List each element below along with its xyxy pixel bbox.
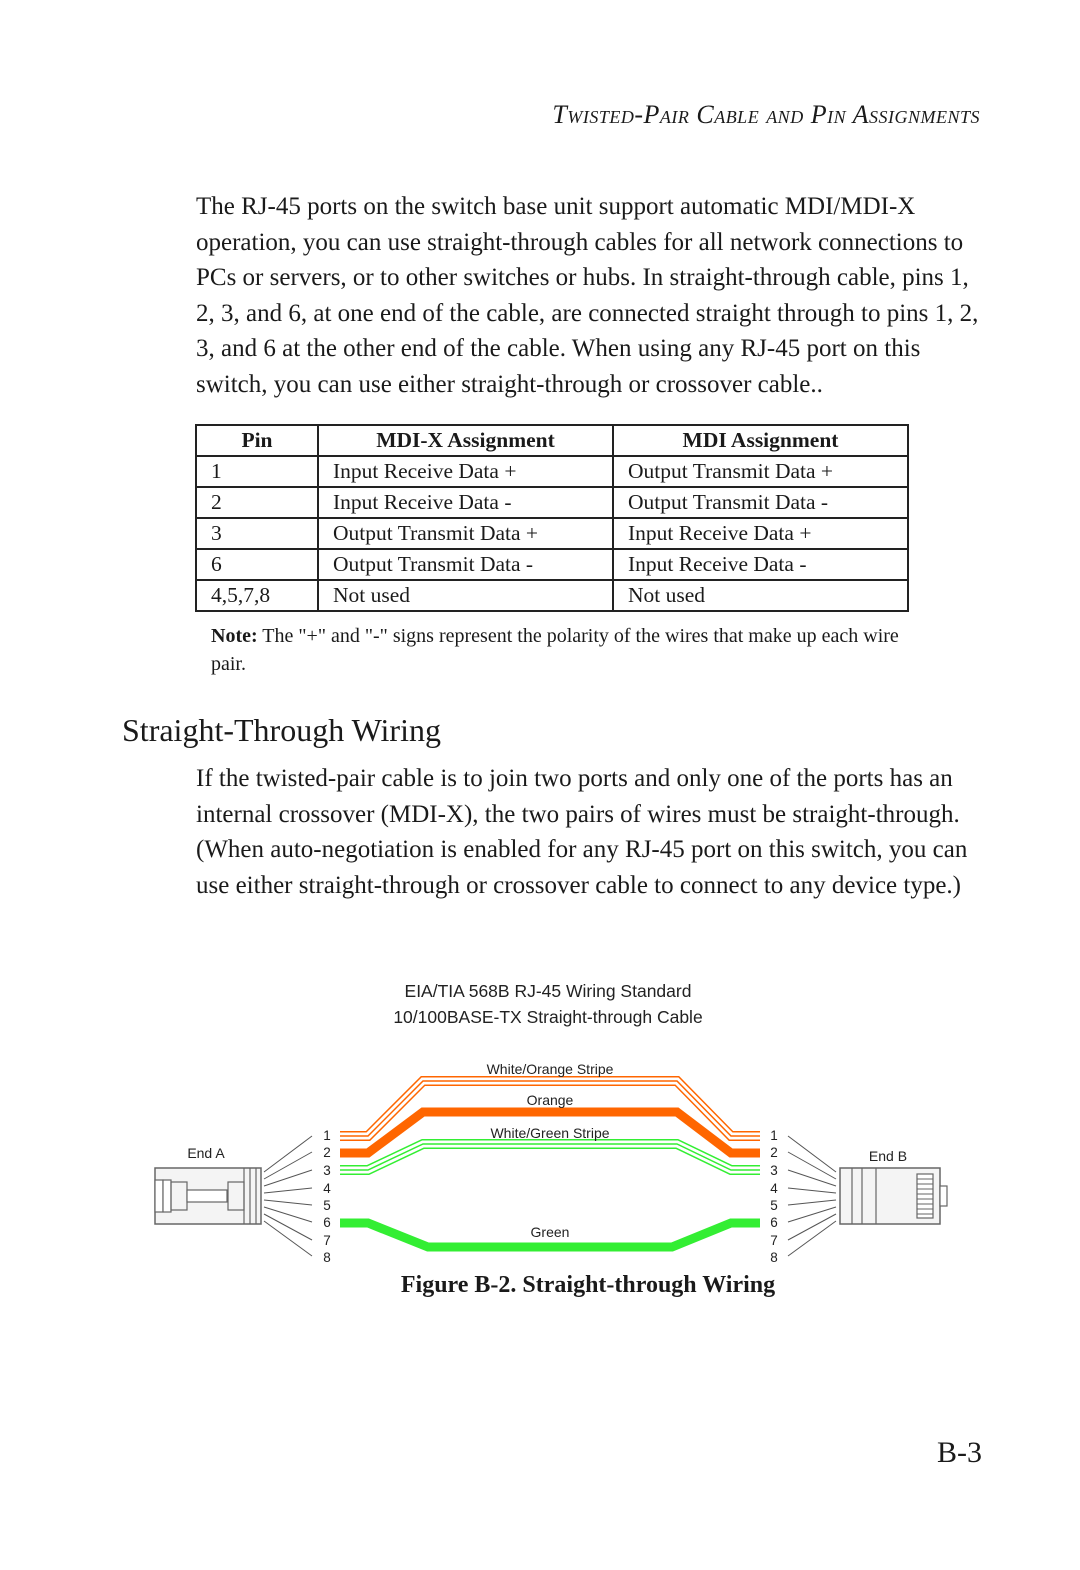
end-a-label: End A xyxy=(187,1145,225,1161)
end-b-connector xyxy=(840,1168,947,1224)
figure-title-line1: EIA/TIA 568B RJ-45 Wiring Standard xyxy=(404,981,692,1001)
section-paragraph: If the twisted-pair cable is to join two ports and only one of the ports has an internal crossover (MDI-X), the two pairs of wires must be straight-through. (When auto-negotiation is enabled for any RJ-45 port on this switch, you can use either straight-through or crossover cable to connect to any device type.) xyxy=(196,765,968,899)
table-row xyxy=(196,487,908,518)
mdix-cell: Output Transmit Data + xyxy=(318,518,613,549)
pin-number: 8 xyxy=(323,1250,331,1265)
wire-label-orange: Orange xyxy=(526,1092,574,1108)
mdi-cell: Input Receive Data + xyxy=(613,518,908,549)
pin-number: 5 xyxy=(323,1198,331,1213)
mdi-cell: Output Transmit Data + xyxy=(613,456,908,487)
table-note xyxy=(211,622,911,678)
mdix-cell: Output Transmit Data - xyxy=(318,549,613,580)
column-header: MDI-X Assignment xyxy=(318,425,613,456)
intro-paragraph: The RJ-45 ports on the switch base unit support automatic MDI/MDI-X operation, you can use straight-through cables for all network connections to PCs or servers, or to other switches or hubs. In straight-through cable, pins 1, 2, 3, and 6, at one end of the cable, are connected straight through to pins 1, 2, 3, and 6 at the other end of the cable. When using any RJ-45 port on this switch, you can use either straight-through or crossover cable.. xyxy=(196,193,979,398)
pin-number: 4 xyxy=(770,1181,778,1196)
figure-title-line2: 10/100BASE-TX Straight-through Cable xyxy=(393,1007,703,1027)
mdi-cell: Input Receive Data - xyxy=(613,549,908,580)
mdix-cell: Input Receive Data - xyxy=(318,487,613,518)
column-header: MDI Assignment xyxy=(613,425,908,456)
pin-number: 6 xyxy=(770,1215,778,1230)
pin-number: 4 xyxy=(323,1181,331,1196)
column-header: Pin xyxy=(196,425,318,456)
pin-assignment-table xyxy=(195,424,909,612)
running-header: Twisted-Pair Cable and Pin Assignments xyxy=(552,100,980,129)
table-row xyxy=(196,518,908,549)
mdix-cell: Not used xyxy=(318,580,613,611)
pin-cell: 4,5,7,8 xyxy=(196,580,318,611)
end-b-fan-lines xyxy=(788,1136,836,1256)
note-label: Note: xyxy=(211,625,258,647)
pin-number: 6 xyxy=(323,1215,331,1230)
end-a-connector xyxy=(155,1168,261,1224)
mdi-cell: Not used xyxy=(613,580,908,611)
section-title: Straight-Through Wiring xyxy=(122,712,441,748)
pin-cell: 3 xyxy=(196,518,318,549)
pin-number: 8 xyxy=(770,1250,778,1265)
pin-number: 3 xyxy=(323,1163,331,1178)
pin-cell: 1 xyxy=(196,456,318,487)
wire-label-white-orange: White/Orange Stripe xyxy=(486,1061,614,1077)
wire-label-white-green: White/Green Stripe xyxy=(490,1125,610,1141)
pin-number: 7 xyxy=(770,1233,778,1248)
table-row xyxy=(196,580,908,611)
pin-cell: 2 xyxy=(196,487,318,518)
wire-label-green: Green xyxy=(530,1224,570,1240)
mdix-cell: Input Receive Data + xyxy=(318,456,613,487)
figure-caption: Figure B-2. Straight-through Wiring xyxy=(400,1272,776,1298)
note-text: The "+" and "-" signs represent the polarity of the wires that make up each wire pair. xyxy=(211,625,899,675)
pin-cell: 6 xyxy=(196,549,318,580)
mdi-cell: Output Transmit Data - xyxy=(613,487,908,518)
page-number: B-3 xyxy=(937,1436,982,1469)
wiring-diagram xyxy=(140,1050,960,1272)
table-row xyxy=(196,549,908,580)
end-b-label: End B xyxy=(868,1148,908,1164)
pin-number: 1 xyxy=(770,1128,778,1143)
pin-number: 7 xyxy=(323,1233,331,1248)
wire-white-green xyxy=(340,1144,760,1170)
end-a-pin-numbers xyxy=(323,1128,331,1265)
table-row xyxy=(196,456,908,487)
pin-number: 5 xyxy=(770,1198,778,1213)
pin-number: 2 xyxy=(323,1145,331,1160)
pin-number: 1 xyxy=(323,1128,331,1143)
table-header-row xyxy=(196,425,908,456)
end-a-fan-lines xyxy=(264,1136,312,1256)
pin-number: 2 xyxy=(770,1145,778,1160)
pin-number: 3 xyxy=(770,1163,778,1178)
end-b-pin-numbers xyxy=(770,1128,778,1265)
